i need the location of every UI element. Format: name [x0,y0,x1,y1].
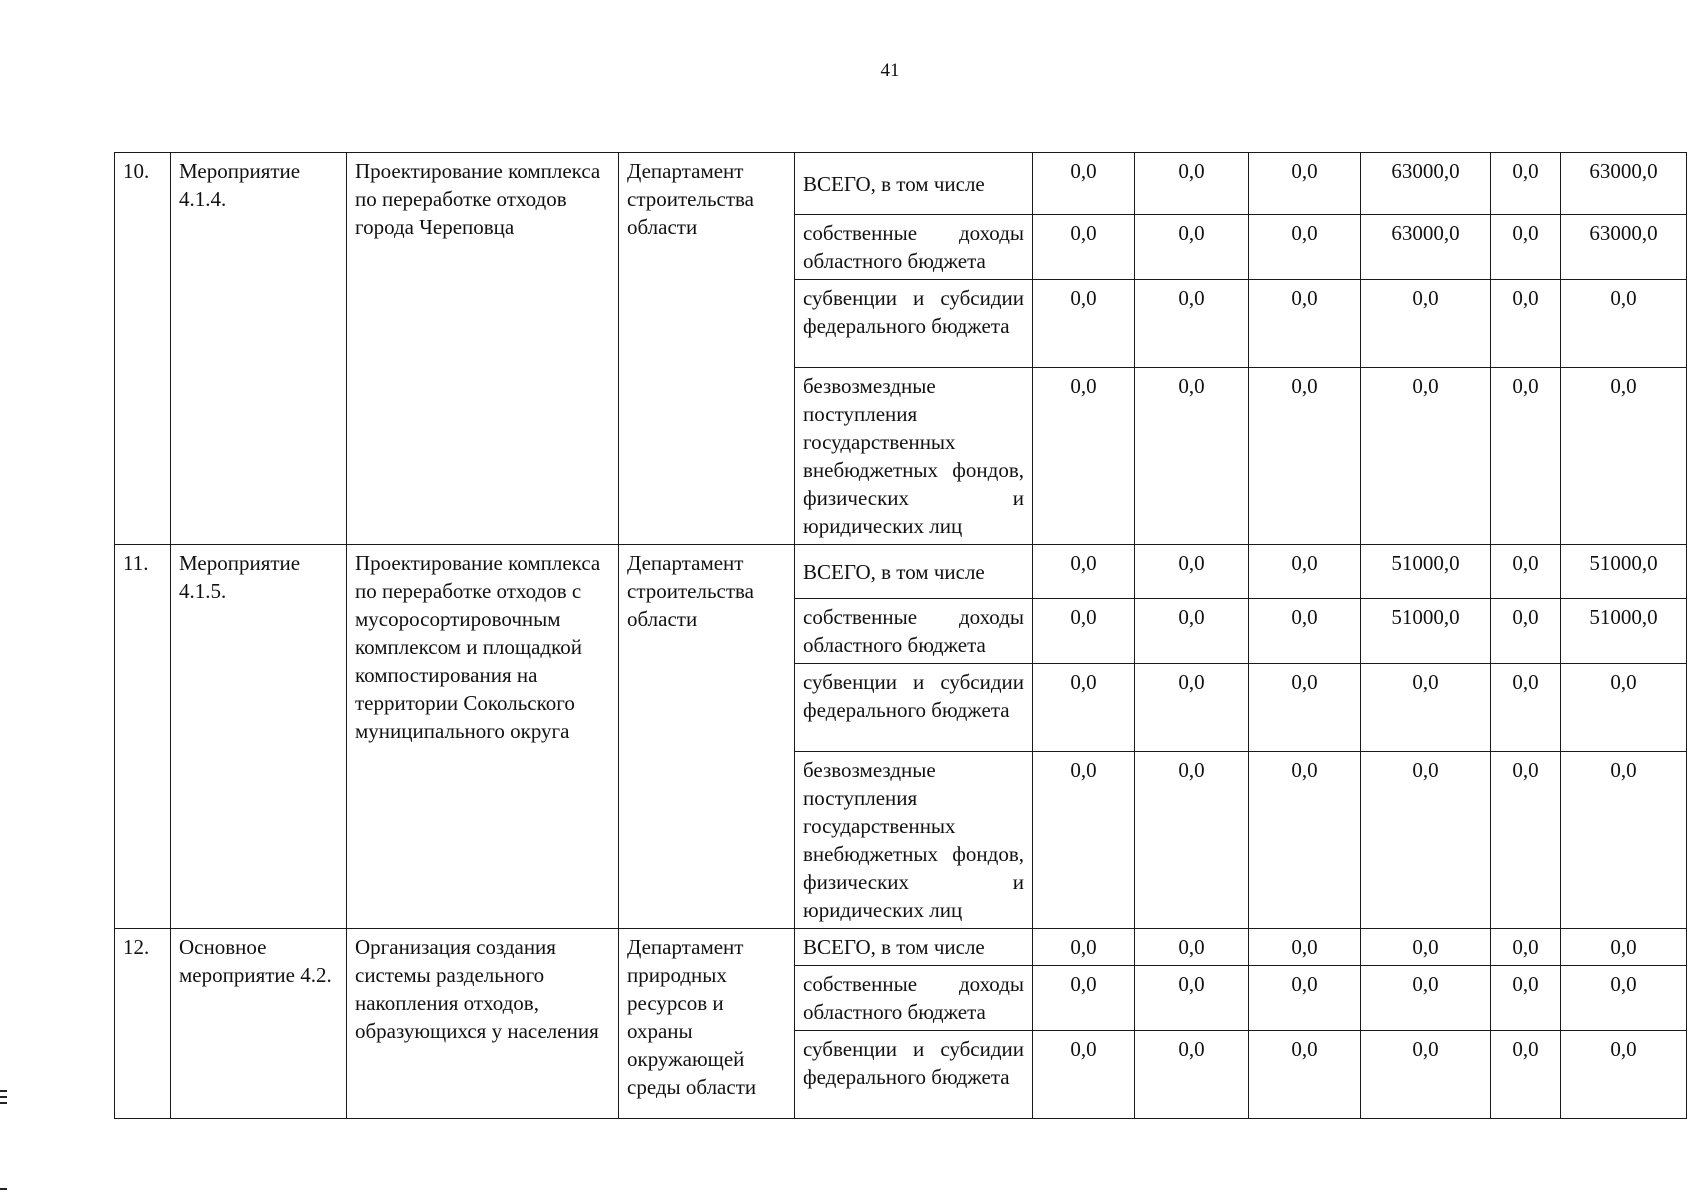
funding-value: 0,0 [1033,664,1135,752]
funding-value: 0,0 [1033,752,1135,929]
funding-value: 0,0 [1033,153,1135,215]
funding-source: субвенции и субсидии федерального бюджета [795,664,1033,752]
funding-value: 0,0 [1135,545,1249,599]
funding-value: 0,0 [1249,368,1361,545]
funding-value: 0,0 [1361,929,1491,966]
funding-value: 63000,0 [1361,153,1491,215]
measure-description: Проектирование комплекса по переработке отходов города Череповца [347,153,619,545]
funding-value: 0,0 [1491,664,1561,752]
funding-value: 0,0 [1561,280,1687,368]
responsible-department: Департамент природных ресурсов и охраны окружающей среды области [619,929,795,1119]
measure-name: Основное мероприятие 4.2. [171,929,347,1119]
funding-value: 0,0 [1361,966,1491,1031]
funding-value: 0,0 [1135,599,1249,664]
funding-value: 0,0 [1249,752,1361,929]
funding-value: 0,0 [1135,752,1249,929]
funding-value: 0,0 [1561,752,1687,929]
funding-value: 51000,0 [1561,599,1687,664]
funding-value: 0,0 [1491,966,1561,1031]
funding-value: 0,0 [1033,545,1135,599]
responsible-department: Департамент строительства области [619,545,795,929]
funding-source: субвенции и субсидии федерального бюджета [795,280,1033,368]
funding-value: 0,0 [1249,153,1361,215]
funding-value: 0,0 [1135,280,1249,368]
measure-name: Мероприятие 4.1.5. [171,545,347,929]
funding-value: 63000,0 [1561,215,1687,280]
funding-source: безвозмездные поступления государственных внебюджетных фондов, физических и юридических лиц [795,752,1033,929]
measure-description: Проектирование комплекса по переработке отходов с мусоросортировочным комплексом и площадкой компостирования на территории Сокольского муниципального округа [347,545,619,929]
scan-edge-mark [0,1102,7,1104]
funding-value: 0,0 [1491,599,1561,664]
funding-source: субвенции и субсидии федерального бюджета [795,1031,1033,1119]
table-row [115,153,1687,215]
funding-value: 0,0 [1135,929,1249,966]
funding-value: 0,0 [1033,368,1135,545]
funding-value: 0,0 [1135,153,1249,215]
funding-source: собственные доходы областного бюджета [795,215,1033,280]
funding-value: 0,0 [1249,664,1361,752]
funding-value: 0,0 [1135,664,1249,752]
funding-value: 0,0 [1249,545,1361,599]
funding-value: 0,0 [1561,966,1687,1031]
funding-value: 0,0 [1135,1031,1249,1119]
funding-value: 0,0 [1561,929,1687,966]
page-number: 41 [880,60,900,81]
funding-value: 0,0 [1135,215,1249,280]
funding-source: ВСЕГО, в том числе [795,153,1033,215]
funding-value: 0,0 [1561,664,1687,752]
row-number: 11. [115,545,171,929]
funding-value: 0,0 [1033,599,1135,664]
funding-value: 0,0 [1361,752,1491,929]
funding-value: 51000,0 [1361,599,1491,664]
funding-value: 0,0 [1361,664,1491,752]
scan-edge-mark [0,1090,7,1092]
funding-value: 0,0 [1361,280,1491,368]
funding-source: ВСЕГО, в том числе [795,545,1033,599]
funding-value: 0,0 [1361,1031,1491,1119]
funding-value: 0,0 [1491,153,1561,215]
measure-description: Организация создания системы раздельного накопления отходов, образующихся у населения [347,929,619,1119]
scan-edge-mark [0,1096,7,1098]
funding-value: 0,0 [1491,929,1561,966]
row-number: 10. [115,153,171,545]
row-number: 12. [115,929,171,1119]
funding-value: 0,0 [1135,966,1249,1031]
funding-value: 0,0 [1249,280,1361,368]
funding-value: 0,0 [1033,215,1135,280]
table-body [115,153,1687,1119]
funding-value: 51000,0 [1561,545,1687,599]
funding-value: 0,0 [1361,368,1491,545]
funding-value: 0,0 [1033,280,1135,368]
funding-value: 51000,0 [1361,545,1491,599]
funding-value: 0,0 [1033,929,1135,966]
funding-value: 63000,0 [1361,215,1491,280]
table-row [115,929,1687,966]
funding-value: 0,0 [1491,1031,1561,1119]
funding-value: 0,0 [1249,966,1361,1031]
funding-value: 0,0 [1033,1031,1135,1119]
funding-value: 0,0 [1491,368,1561,545]
funding-value: 0,0 [1249,1031,1361,1119]
funding-value: 63000,0 [1561,153,1687,215]
funding-value: 0,0 [1491,280,1561,368]
funding-value: 0,0 [1491,545,1561,599]
responsible-department: Департамент строительства области [619,153,795,545]
program-measures-table [114,152,1687,1119]
scan-edge-mark [0,1188,7,1190]
funding-source: собственные доходы областного бюджета [795,966,1033,1031]
table-row [115,545,1687,599]
funding-value: 0,0 [1491,215,1561,280]
funding-source: ВСЕГО, в том числе [795,929,1033,966]
funding-value: 0,0 [1033,966,1135,1031]
funding-value: 0,0 [1561,368,1687,545]
funding-value: 0,0 [1249,599,1361,664]
funding-source: безвозмездные поступления государственных внебюджетных фондов, физических и юридических лиц [795,368,1033,545]
measure-name: Мероприятие 4.1.4. [171,153,347,545]
funding-source: собственные доходы областного бюджета [795,599,1033,664]
funding-value: 0,0 [1135,368,1249,545]
funding-value: 0,0 [1561,1031,1687,1119]
funding-value: 0,0 [1249,929,1361,966]
funding-value: 0,0 [1249,215,1361,280]
funding-value: 0,0 [1491,752,1561,929]
